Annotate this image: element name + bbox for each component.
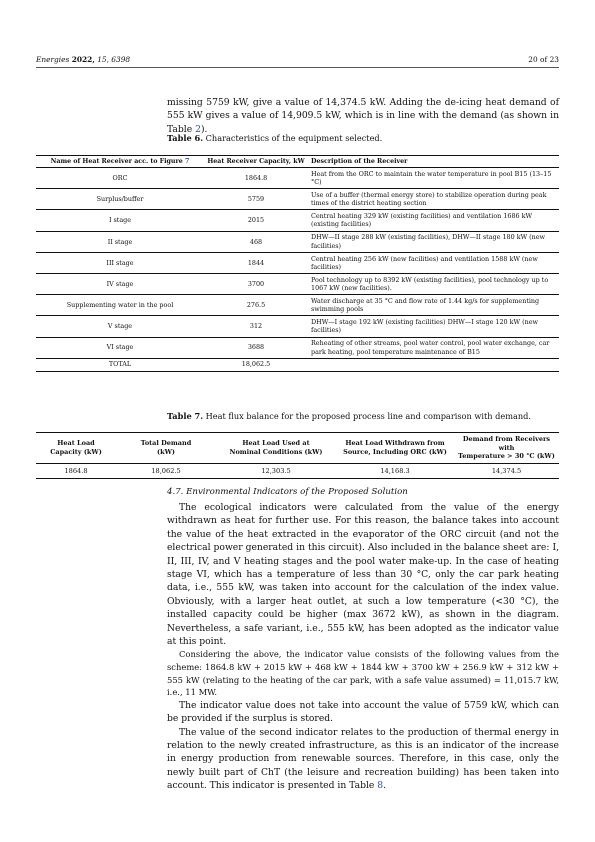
table7-header-line: Heat Load Used at — [242, 439, 310, 448]
journal-volume: 15, 6398 — [97, 55, 131, 64]
table-row — [36, 316, 559, 337]
section-paragraph-4-text: The value of the second indicator relates to the production of thermal energy in relation to the newly created infrastructure, as this is an indicator of the increase in energy production from renewable sources. Therefore, in this case, only the newly built part of ChT (the leisure and recreation building) has been taken into account. This indicator is presented in Table — [167, 726, 559, 792]
table6-col-name: Name of Heat Receiver acc. to Figure 7 — [36, 156, 204, 168]
table6-cell-name: Supplementing water in the pool — [36, 295, 204, 316]
section-paragraph-4-end: . — [383, 780, 387, 792]
table7-cell-0: 1864.8 — [36, 463, 116, 478]
table6-cell-description: Pool technology up to 8392 kW (existing facilities), pool technology up to 1067 kW (new facilities). — [308, 273, 559, 294]
table6-cell-capacity: 276.5 — [204, 295, 308, 316]
table-row — [36, 273, 559, 294]
table7-caption — [167, 411, 559, 422]
table6-cell-description: Use of a buffer (thermal energy store) to stabilize operation during peak times of the district heating section — [308, 189, 559, 210]
table-row — [36, 295, 559, 316]
journal-year: 2022, — [71, 55, 95, 64]
table7-cell-3: 14,168.3 — [336, 463, 454, 478]
table7-col-2 — [216, 433, 336, 464]
section-paragraph-2: Considering the above, the indicator value consists of the following values from the scheme: 1864.8 kW + 2015 kW + 468 kW + 1844 kW + 3700 kW + 256.9 kW + 312 kW + 555 kW (relating to the heating of the car park, with a safe value assumed) = 11,015.7 kW, i.e., 11 MW. — [167, 649, 559, 698]
table6-cell-name: Surplus/buffer — [36, 189, 204, 210]
table7-header-line: Total Demand — [140, 439, 192, 448]
intro-text-end: ). — [200, 123, 208, 135]
table7-header-row — [36, 433, 559, 464]
table7-header-line: Temperature > 30 °C (kW) — [458, 452, 555, 461]
table6-cell-name: I stage — [36, 210, 204, 231]
table-6 — [36, 155, 559, 372]
table6-cell-capacity: 1864.8 — [204, 168, 308, 189]
section-4-7 — [167, 487, 559, 793]
section-heading: 4.7. Environmental Indicators of the Proposed Solution — [167, 487, 408, 497]
table6-cell-capacity: 5759 — [204, 189, 308, 210]
intro-text: missing 5759 kW, give a value of 14,374.5 kW. Adding the de-icing heat demand of 555 kW gives a value of 14,909.5 kW, which is in line with the demand (as shown in Table — [167, 97, 559, 135]
table-2-link[interactable]: 2 — [195, 123, 201, 135]
table6-cell-capacity: 2015 — [204, 210, 308, 231]
table6-cell-name: IV stage — [36, 273, 204, 294]
section-paragraph-3: The indicator value does not take into account the value of 5759 kW, which can be provided if the surplus is stored. — [167, 699, 559, 725]
section-paragraph-1: The ecological indicators were calculated from the value of the energy withdrawn as heat for further use. For this reason, the balance takes into account the value of the heat extracted in the evaporator of the ORC circuit (and not the electrical power generated in this circuit). Also included in the balance sheet are: I, II, III, IV, and V heating stages and the pool water make-up. In the case of heating stage VI, which has a temperature of less than 30 °C, only the car park heating data, i.e., 555 kW, was taken into account for the calculation of the index value. Obviously, with a larger heat outlet, at such a low temperature (<30 °C), the installed capacity could be higher (max 3672 kW), as shown in the diagram. Nevertheless, a safe variant, i.e., 555 kW, has been adopted as the indicator value at this point. — [167, 502, 559, 648]
table6-cell-capacity: 3700 — [204, 273, 308, 294]
table6-label: Table 6. — [167, 133, 204, 143]
table6-caption — [167, 133, 559, 144]
table7-cell-1: 18,062.5 — [116, 463, 216, 478]
table7-col-1 — [116, 433, 216, 464]
table6-cell-description: Central heating 329 kW (existing facilities) and ventilation 1686 kW (existing facilities) — [308, 210, 559, 231]
table6-cell-description — [308, 358, 559, 371]
table6-cell-description: Heat from the ORC to maintain the water temperature in pool B15 (13–15 °C) — [308, 168, 559, 189]
table7-header-line: Nominal Conditions (kW) — [229, 447, 323, 456]
table6-cell-name: III stage — [36, 252, 204, 273]
table7-header-line: Demand from Receivers with — [462, 435, 551, 452]
table7-header-line: Heat Load Withdrawn from — [345, 439, 445, 448]
table7-col-0 — [36, 433, 116, 464]
table-row — [36, 337, 559, 358]
table7-header-line: Capacity (kW) — [50, 447, 102, 456]
table6-caption-text: Characteristics of the equipment selected. — [203, 133, 383, 143]
table6-cell-name: ORC — [36, 168, 204, 189]
intro-paragraph — [167, 96, 559, 136]
table-row — [36, 252, 559, 273]
header-divider — [36, 67, 559, 68]
table6-cell-description: DHW—II stage 288 kW (existing facilities), DHW—II stage 180 kW (new facilities) — [308, 231, 559, 252]
page-number: 20 of 23 — [528, 55, 559, 64]
table7-col-3 — [336, 433, 454, 464]
table6-cell-name: V stage — [36, 316, 204, 337]
table7-caption-text: Heat flux balance for the proposed process line and comparison with demand. — [203, 411, 531, 421]
table6-col-capacity: Heat Receiver Capacity, kW — [204, 156, 308, 168]
table6-cell-description: Central heating 256 kW (new facilities) and ventilation 1588 kW (new facilities) — [308, 252, 559, 273]
table6-cell-capacity: 1844 — [204, 252, 308, 273]
journal-citation — [36, 55, 130, 64]
table7-label: Table 7. — [167, 411, 204, 421]
table6-cell-capacity: 468 — [204, 231, 308, 252]
table6-cell-capacity: 312 — [204, 316, 308, 337]
table-7 — [36, 432, 559, 479]
table6-cell-name: II stage — [36, 231, 204, 252]
table-row — [36, 168, 559, 189]
table6-cell-description: Water discharge at 35 °C and flow rate of 1.44 kg/s for supplementing swimming pools — [308, 295, 559, 316]
table-row — [36, 463, 559, 478]
journal-name: Energies — [36, 55, 70, 64]
table6-col-description: Description of the Receiver — [308, 156, 559, 168]
table6-cell-name: TOTAL — [36, 358, 204, 371]
table7-cell-4: 14,374.5 — [454, 463, 559, 478]
table-row — [36, 358, 559, 371]
table7-col-4 — [454, 433, 559, 464]
table6-cell-description: DHW—I stage 192 kW (existing facilities) DHW—I stage 120 kW (new facilities) — [308, 316, 559, 337]
table7-header-line: Heat Load — [57, 439, 95, 448]
table-row — [36, 231, 559, 252]
section-paragraph-4 — [167, 726, 559, 793]
table-row — [36, 189, 559, 210]
table6-cell-name: VI stage — [36, 337, 204, 358]
table7-cell-2: 12,303.5 — [216, 463, 336, 478]
table-row — [36, 210, 559, 231]
figure-7-link[interactable]: 7 — [184, 158, 190, 165]
table7-header-line: Source, Including ORC (kW) — [343, 447, 447, 456]
table-8-link[interactable]: 8 — [377, 780, 384, 792]
table6-cell-capacity: 3688 — [204, 337, 308, 358]
table6-cell-description: Reheating of other streams, pool water control, pool water exchange, car park heating, pool temperature maintenance of B15 — [308, 337, 559, 358]
table6-cell-capacity: 18,062.5 — [204, 358, 308, 371]
table6-header-row — [36, 156, 559, 168]
table7-header-line: (kW) — [157, 447, 175, 456]
